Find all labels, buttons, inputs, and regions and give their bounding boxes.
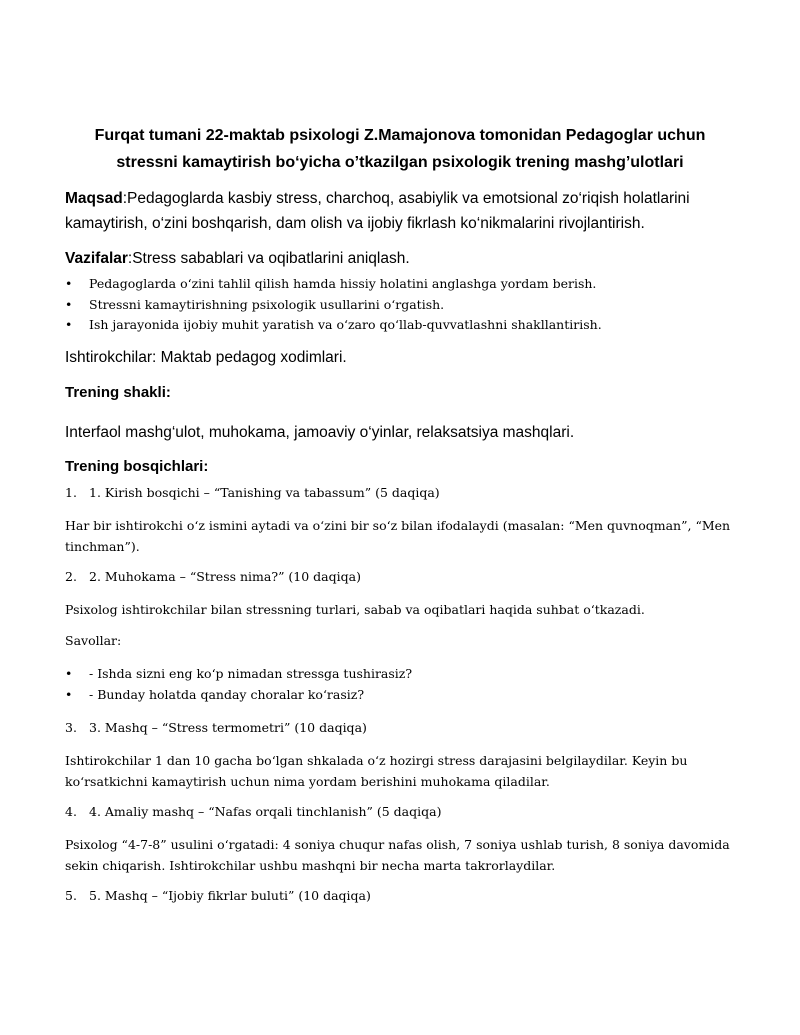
bullet-icon: • — [65, 666, 73, 681]
step-number: 5. — [65, 888, 77, 903]
bosqichlar-heading: Trening bosqichlari: — [65, 458, 209, 475]
vazifalar-list — [65, 274, 755, 336]
step-number: 3. — [65, 720, 77, 735]
maqsad-text: Pedagoglarda kasbiy stress, charchoq, asabiylik va emotsional zo‘riqish holatlarini kamaytirish, o‘zini boshqarish, dam olish va ijobiy fikrlash ko‘nikmalarini rivojlantirish. — [65, 190, 690, 232]
vazifalar-separator: : — [127, 250, 133, 267]
step-2-text: Psixolog ishtirokchilar bilan stressning turlari, sabab va oqibatlari haqida suhbat o‘tkazadi. — [65, 602, 645, 617]
maqsad-separator: : — [122, 190, 128, 207]
step-number: 4. — [65, 804, 77, 819]
bullet-icon: • — [65, 276, 73, 291]
step-number: 2. — [65, 569, 77, 584]
step-1-text: Har bir ishtirokchi o‘z ismini aytadi va o‘zini bir so‘z bilan ifodalaydi (masalan: “Men quvnoqman”, “Men tinchman”). — [65, 518, 731, 554]
step-number: 1. — [65, 485, 77, 500]
title-line-1: Furqat tumani 22-maktab psixologi Z.Mamajonova tomonidan Pedagoglar uchun — [94, 127, 706, 144]
step-4-title: 4. 4. Amaliy mashq – “Nafas orqali tinchlanish” (5 daqiqa) — [65, 802, 441, 822]
step-4-text: Psixolog “4-7-8” usulini o‘rgatadi: 4 soniya chuqur nafas olish, 7 soniya ushlab turish, 8 soniya davomida sekin chiqarish. Ishtirokchilar ushbu mashqni bir necha marta takrorlaydilar. — [65, 837, 730, 873]
document-title — [60, 122, 740, 176]
step-3-title: 3. 3. Mashq – “Stress termometri” (10 daqiqa) — [65, 718, 367, 738]
maqsad-paragraph — [65, 186, 745, 236]
list-item: • - Bunday holatda qanday choralar ko‘rasiz? — [65, 685, 755, 706]
questions-list — [65, 664, 755, 705]
vazifalar-paragraph — [65, 246, 745, 271]
list-item: • Ish jarayonida ijobiy muhit yaratish va o‘zaro qo‘llab-quvvatlashni shakllantirish. — [65, 315, 755, 336]
vazifalar-text: Stress sabablari va oqibatlarini aniqlash. — [132, 250, 410, 267]
savollar-label: Savollar: — [65, 633, 122, 648]
bullet-icon: • — [65, 317, 73, 332]
bullet-icon: • — [65, 296, 73, 312]
ishtirokchilar-paragraph: Ishtirokchilar: Maktab pedagog xodimlari. — [65, 349, 347, 366]
step-3-text: Ishtirokchilar 1 dan 10 gacha bo‘lgan shkalada o‘z hozirgi stress darajasini belgilaydilar. Keyin bu ko‘rsatkichni kamaytirish uchun nima yordam berishini muhokama qiladilar. — [65, 753, 688, 789]
title-line-2: stressni kamaytirish bo‘yicha o’tkazilgan psixologik trening mashg’ulotlari — [116, 154, 684, 171]
step-1-title: 1. 1. Kirish bosqichi – “Tanishing va tabassum” (5 daqiqa) — [65, 483, 440, 503]
list-item: • Stressni kamaytirishning psixologik usullarini o‘rgatish. — [65, 295, 755, 316]
bullet-icon: • — [65, 686, 73, 702]
vazifalar-label: Vazifalar — [65, 250, 128, 267]
list-item: • - Ishda sizni eng ko‘p nimadan stressga tushirasiz? — [65, 664, 755, 685]
trening-shakli-text: Interfaol mashg‘ulot, muhokama, jamoaviy o‘yinlar, relaksatsiya mashqlari. — [65, 424, 575, 441]
step-2-title: 2. 2. Muhokama – “Stress nima?” (10 daqiqa) — [65, 567, 361, 587]
trening-shakli-heading: Trening shakli: — [65, 384, 171, 401]
list-item: • Pedagoglarda o‘zini tahlil qilish hamda hissiy holatini anglashga yordam berish. — [65, 274, 755, 295]
maqsad-label: Maqsad — [65, 190, 123, 207]
step-5-title: 5. 5. Mashq – “Ijobiy fikrlar buluti” (10 daqiqa) — [65, 886, 371, 906]
